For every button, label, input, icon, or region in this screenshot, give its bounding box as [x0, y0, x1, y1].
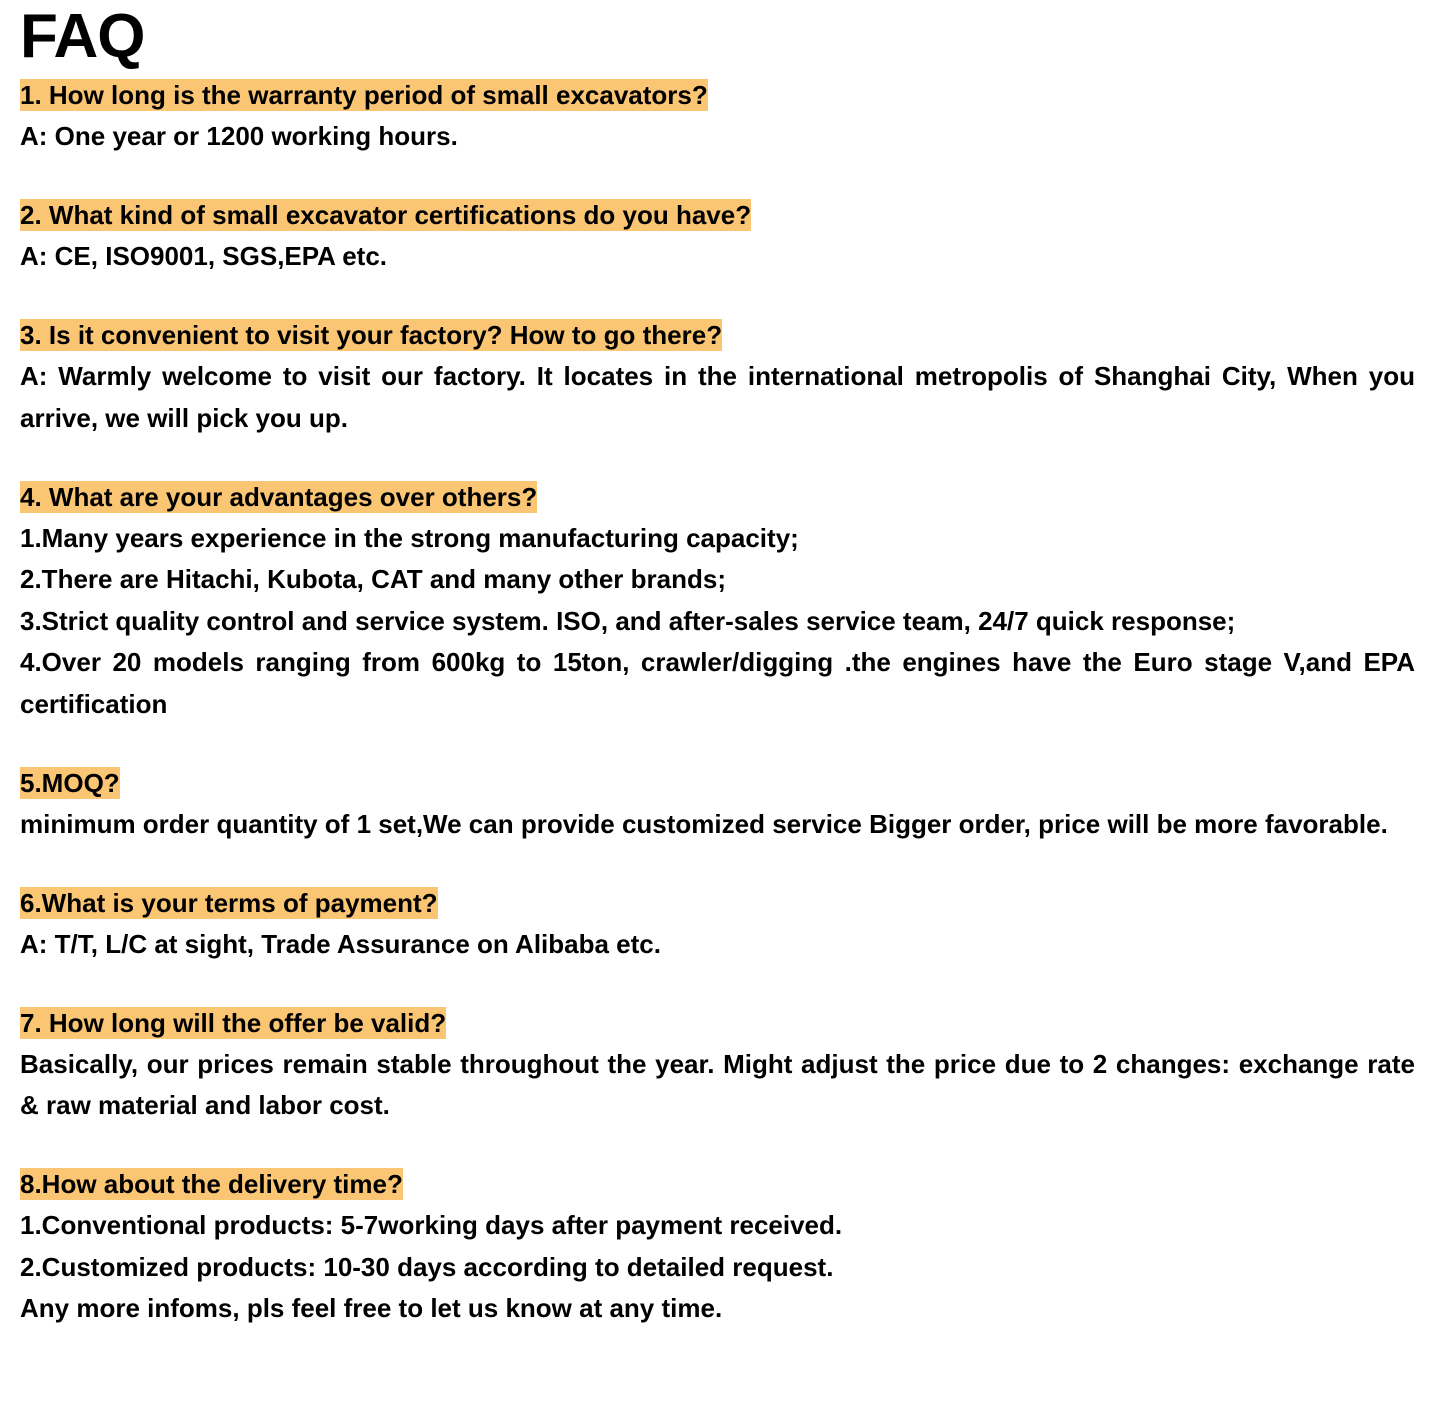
- faq-answer: A: Warmly welcome to visit our factory. It locates in the international metropolis of Shanghai City, When you arrive, we will pick you up.: [20, 361, 1415, 433]
- faq-answer: 4.Over 20 models ranging from 600kg to 15ton, crawler/digging .the engines have the Euro stage V,and EPA certification: [20, 647, 1415, 719]
- faq-answer: A: CE, ISO9001, SGS,EPA etc.: [20, 241, 388, 271]
- faq-answer: Any more infoms, pls feel free to let us know at any time.: [20, 1293, 723, 1323]
- faq-answer: minimum order quantity of 1 set,We can provide customized service Bigger order, price will be more favorable.: [20, 808, 1388, 839]
- faq-question: 1. How long is the warranty period of small excavators?: [20, 80, 708, 110]
- faq-answer: 1.Conventional products: 5-7working days after payment received.: [20, 1210, 843, 1240]
- faq-item: [20, 481, 1415, 726]
- faq-item: [20, 887, 1415, 966]
- faq-item: [20, 79, 1415, 158]
- faq-question: 6.What is your terms of payment?: [20, 887, 438, 918]
- faq-list: [20, 79, 1415, 1330]
- faq-item: [20, 767, 1415, 846]
- faq-answer: 2.Customized products: 10-30 days according to detailed request.: [20, 1251, 834, 1282]
- faq-item: [20, 319, 1415, 439]
- faq-question: 4. What are your advantages over others?: [20, 481, 538, 512]
- faq-question: 7. How long will the offer be valid?: [20, 1007, 447, 1038]
- faq-answer: 1.Many years experience in the strong manufacturing capacity;: [20, 522, 799, 553]
- faq-question: 8.How about the delivery time?: [20, 1169, 403, 1199]
- faq-question: 2. What kind of small excavator certifications do you have?: [20, 200, 752, 230]
- faq-question: 3. Is it convenient to visit your factory? How to go there?: [20, 320, 723, 350]
- faq-item: [20, 199, 1415, 278]
- faq-answer: A: T/T, L/C at sight, Trade Assurance on Alibaba etc.: [20, 928, 661, 959]
- faq-answer: 2.There are Hitachi, Kubota, CAT and many other brands;: [20, 564, 726, 594]
- faq-answer: Basically, our prices remain stable throughout the year. Might adjust the price due to 2 changes: exchange rate & raw material and labor cost.: [20, 1048, 1415, 1120]
- page-title: FAQ: [20, 2, 145, 71]
- faq-question: 5.MOQ?: [20, 767, 120, 798]
- faq-answer: A: One year or 1200 working hours.: [20, 121, 458, 151]
- faq-answer: 3.Strict quality control and service system. ISO, and after-sales service team, 24/7 quick response;: [20, 605, 1236, 636]
- faq-item: [20, 1168, 1415, 1330]
- faq-page: [0, 2, 1435, 1419]
- faq-item: [20, 1007, 1415, 1127]
